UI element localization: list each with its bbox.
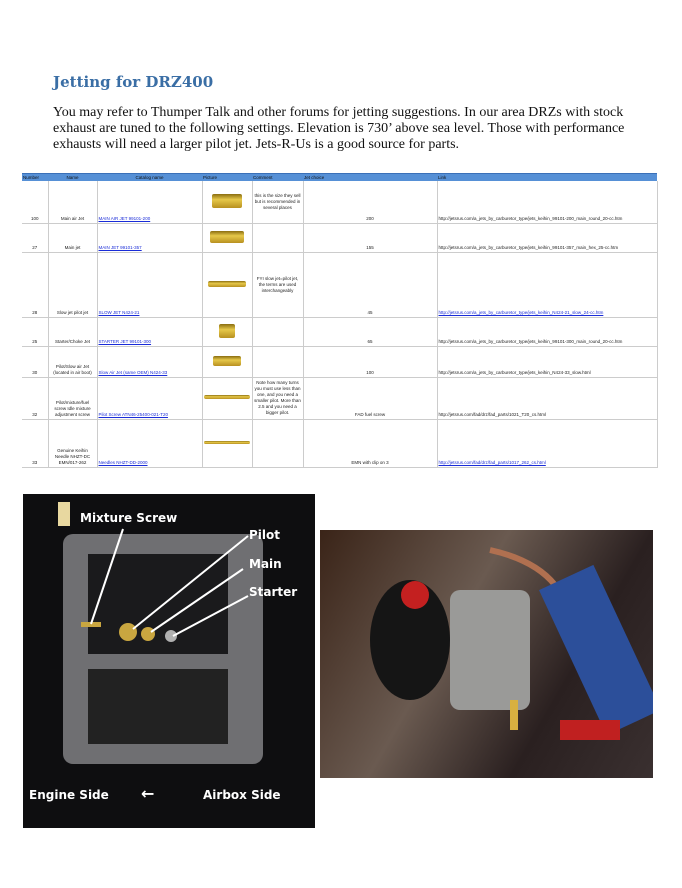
row-comment: Note how many turns you must use less than one, and you need a smaller pilot. More than 2.5 and you need a bigger pilot. xyxy=(252,377,303,419)
row-jet-choice: 155 xyxy=(303,223,437,252)
jet-picture xyxy=(212,194,242,208)
row-jet-choice: 200 xyxy=(303,181,437,223)
row-number: 27 xyxy=(22,223,48,252)
label-starter: Starter xyxy=(249,585,298,599)
catalog-link[interactable]: Needles NHZT-DD-2000 xyxy=(98,459,148,465)
table-row xyxy=(22,377,657,419)
jet-picture xyxy=(210,231,244,243)
jet-picture xyxy=(204,441,250,444)
row-link[interactable]: http://jetsrus.com/a_jets_by_carburetor_type/jets_keihin_99101-200_main_round_20-cc.htm xyxy=(438,215,623,221)
catalog-link[interactable]: MAIN AIR JET 99101-200 xyxy=(98,215,151,221)
jetting-table xyxy=(22,173,658,468)
row-link[interactable]: http://jetsrus.com/fad/drz/fad_parts/1021_T20_cs.html xyxy=(438,411,547,417)
row-link[interactable]: http://jetsrus.com/a_jets_by_carburetor_type/jets_keihin_N424-33_slow.html xyxy=(438,369,591,375)
row-number: 25 xyxy=(22,317,48,346)
header-catalog: Catalog name xyxy=(97,174,202,182)
row-name: Genuine Keihin Needle NHZT-DC EMN/017-262 xyxy=(48,419,97,467)
jet-picture xyxy=(204,395,250,399)
header-name: Name xyxy=(48,174,97,182)
jet-picture xyxy=(213,356,241,366)
header-jet-choice: Jet choice xyxy=(303,174,437,182)
carburetor-diagram-photo xyxy=(23,494,315,828)
row-link[interactable]: http://jetsrus.com/a_jets_by_carburetor_type/jets_keihin_99101-300_main_round_20-cc.htm xyxy=(438,338,623,344)
row-comment xyxy=(252,223,303,252)
table-row xyxy=(22,252,657,317)
row-number: 30 xyxy=(22,346,48,377)
row-name: Main jet xyxy=(48,223,97,252)
catalog-link[interactable]: Slow Air Jet (same OEM) N424-33 xyxy=(98,369,168,375)
label-main: Main xyxy=(249,557,282,571)
catalog-link[interactable]: MAIN JET 99101-357 xyxy=(98,244,142,250)
carburetor-illustration xyxy=(23,494,315,828)
row-jet-choice: EMN with clip on 3 xyxy=(303,419,437,467)
catalog-link[interactable]: SLOW JET N424-21 xyxy=(98,309,140,315)
row-number: 33 xyxy=(22,419,48,467)
row-jet-choice: 45 xyxy=(303,252,437,317)
row-comment xyxy=(252,419,303,467)
jet-picture xyxy=(219,324,235,338)
jet-picture xyxy=(208,281,246,287)
row-comment: FYI slow jet=pilot jet, the terms are used interchangeably xyxy=(252,252,303,317)
row-link[interactable]: http://jetsrus.com/a_jets_by_carburetor_type/jets_keihin_N424-21_slow_24-cc.htm xyxy=(438,309,604,315)
row-link[interactable]: http://jetsrus.com/a_jets_by_carburetor_type/jets_keihin_99101-357_main_hex_25-cc.htm xyxy=(438,244,619,250)
installed-carburetor-photo xyxy=(320,530,653,778)
arrow-left-icon: ← xyxy=(141,784,155,803)
header-comment: Comment xyxy=(252,174,303,182)
row-name: Pilot/Slow air Jet (located in air boot) xyxy=(48,346,97,377)
table-row xyxy=(22,223,657,252)
header-link: Link xyxy=(437,174,657,182)
catalog-link[interactable]: Pilot Screw ATN46-25400-021-T20 xyxy=(98,411,168,417)
row-link[interactable]: http://jetsrus.com/fad/drz/fad_parts/1017_262_cs.html xyxy=(438,459,546,465)
row-name: Starter/Choke Jet xyxy=(48,317,97,346)
page-title: Jetting for DRZ400 xyxy=(53,73,214,91)
row-name: Main air Jet xyxy=(48,181,97,223)
label-pilot: Pilot xyxy=(249,528,281,542)
label-mixture-screw: Mixture Screw xyxy=(80,511,178,525)
intro-paragraph: You may refer to Thumper Talk and other forums for jetting suggestions. In our area DRZs with stock exhaust are tuned to the following settings. Elevation is 730’ above sea level. Those with performance exhausts will need a larger pilot jet. Jets-R-Us is a good source for parts. xyxy=(53,105,625,152)
row-number: 100 xyxy=(22,181,48,223)
row-number: 32 xyxy=(22,377,48,419)
header-picture: Picture xyxy=(202,174,252,182)
row-name: Slow jet pilot jet xyxy=(48,252,97,317)
table-row xyxy=(22,181,657,223)
row-name: Pilot/mixture/fuel screw Idle mixture adjustment screw xyxy=(48,377,97,419)
label-engine-side: Engine Side xyxy=(29,788,109,802)
row-comment xyxy=(252,317,303,346)
carburetor-installed-illustration xyxy=(320,530,653,778)
table-row xyxy=(22,346,657,377)
table-row xyxy=(22,317,657,346)
label-airbox-side: Airbox Side xyxy=(203,788,281,802)
row-comment xyxy=(252,346,303,377)
row-number: 28 xyxy=(22,252,48,317)
row-jet-choice: 65 xyxy=(303,317,437,346)
table-row xyxy=(22,419,657,467)
row-jet-choice: 100 xyxy=(303,346,437,377)
catalog-link[interactable]: STARTER JET 99101-300 xyxy=(98,338,152,344)
header-number: Number xyxy=(22,174,48,182)
row-jet-choice: FAD fuel screw xyxy=(303,377,437,419)
row-comment: this is the size they sell but is recommended in several places xyxy=(252,181,303,223)
